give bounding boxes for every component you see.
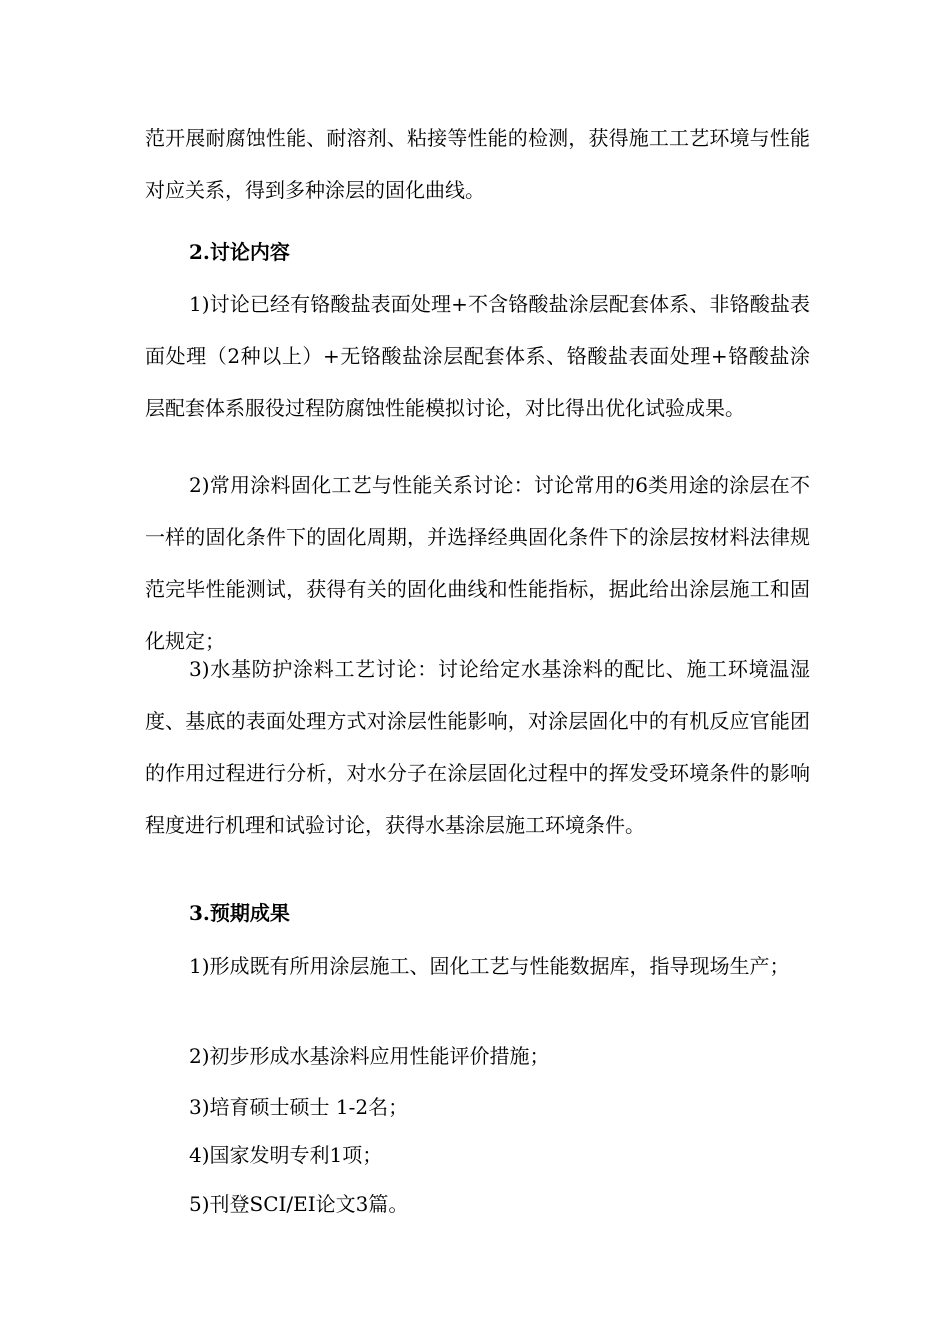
section-2-item-1: 1)讨论已经有铬酸盐表面处理+不含铬酸盐涂层配套体系、非铬酸盐表面处理（2种以上）+无铬酸盐涂层配套体系、铬酸盐表面处理+铬酸盐涂层配套体系服役过程防腐蚀性能模拟讨论，对比得出优化试验成果。	[145, 292, 810, 420]
section-3-item-3: 3)培育硕士硕士 1-2名；	[189, 1095, 409, 1119]
section-3-heading: 3.预期成果	[189, 901, 290, 925]
section-2-item-2: 2)常用涂料固化工艺与性能关系讨论：讨论常用的6类用途的涂层在不一样的固化条件下的固化周期，并选择经典固化条件下的涂层按材料法律规范完毕性能测试，获得有关的固化曲线和性能指标，据此给出涂层施工和固化规定；	[145, 473, 810, 653]
section-3-item-2: 2)初步形成水基涂料应用性能评价措施；	[189, 1044, 550, 1068]
intro-paragraph: 范开展耐腐蚀性能、耐溶剂、粘接等性能的检测，获得施工工艺环境与性能对应关系，得到多种涂层的固化曲线。	[145, 126, 810, 202]
section-2-heading: 2.讨论内容	[189, 240, 290, 264]
section-3-item-5: 5)刊登SCI/EI论文3篇。	[189, 1192, 409, 1216]
section-3-item-1: 1)形成既有所用涂层施工、固化工艺与性能数据库，指导现场生产；	[189, 954, 790, 978]
section-2-item-3: 3)水基防护涂料工艺讨论：讨论给定水基涂料的配比、施工环境温湿度、基底的表面处理方式对涂层性能影响，对涂层固化中的有机反应官能团的作用过程进行分析，对水分子在涂层固化过程中的挥发受环境条件的影响程度进行机理和试验讨论，获得水基涂层施工环境条件。	[145, 657, 810, 837]
section-3-item-4: 4)国家发明专利1项；	[189, 1143, 383, 1167]
